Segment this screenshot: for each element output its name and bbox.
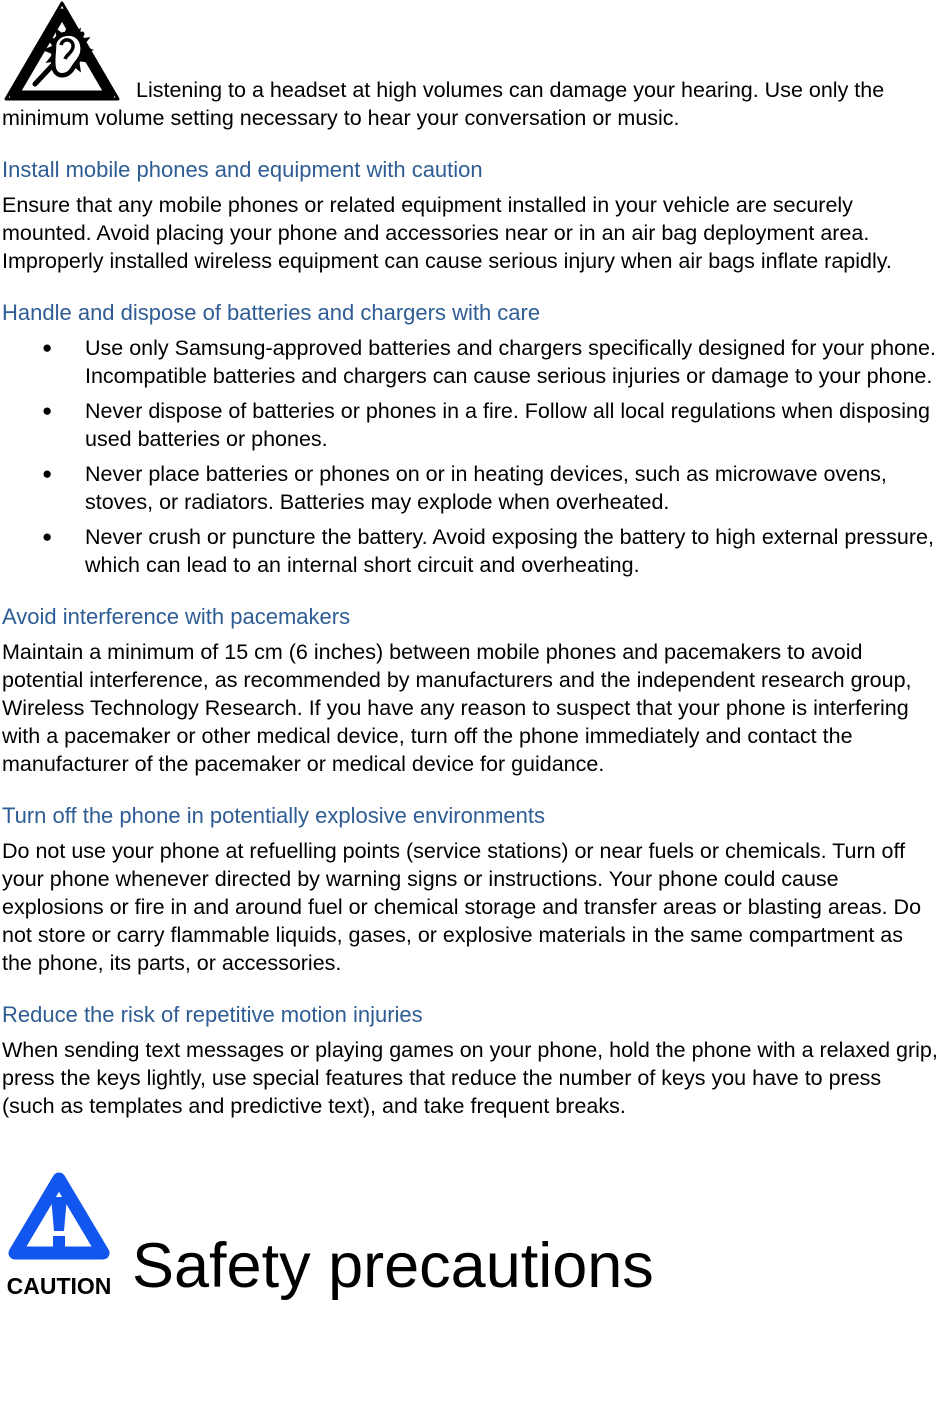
- section-heading-batteries: Handle and dispose of batteries and chargers with care: [2, 300, 541, 325]
- list-item: [2, 460, 938, 516]
- section-heading-repetitive-motion: Reduce the risk of repetitive motion injuries: [2, 1002, 423, 1027]
- list-item-text: Use only Samsung-approved batteries and chargers specifically designed for your phone. Incompatible batteries and chargers can cause serious injuries or damage to your phone.: [85, 336, 936, 388]
- bullet-icon: ●: [42, 527, 53, 546]
- list-item: [2, 397, 938, 453]
- caution-banner: [2, 1170, 938, 1299]
- list-item-text: Never dispose of batteries or phones in a fire. Follow all local regulations when disposing used batteries or phones.: [85, 399, 930, 451]
- bullet-icon: ●: [42, 401, 53, 420]
- bullet-icon: ●: [42, 464, 53, 483]
- section-heading-install-phones: Install mobile phones and equipment with caution: [2, 157, 483, 182]
- caution-triangle-icon: [4, 1170, 114, 1273]
- list-item-text: Never place batteries or phones on or in heating devices, such as microwave ovens, stoves, or radiators. Batteries may explode when overheated.: [85, 462, 887, 514]
- battery-care-list: [2, 334, 938, 579]
- hearing-damage-warning-icon: [2, 78, 136, 102]
- hearing-warning-paragraph: [2, 0, 938, 132]
- list-item: [2, 334, 938, 390]
- hearing-warning-text: Listening to a headset at high volumes can damage your hearing. Use only the minimum volume setting necessary to hear your conversation or music.: [2, 78, 885, 130]
- list-item: [2, 523, 938, 579]
- bullet-icon: ●: [42, 338, 53, 357]
- section-body-explosive-environments: Do not use your phone at refuelling points (service stations) or near fuels or chemicals. Turn off your phone whenever directed by warning signs or instructions. Your phone could cause explosions or fire in and around fuel or chemical storage and transfer areas or blasting areas. Do not store or carry flammable liquids, gases, or explosive materials in the same compartment as the phone, its parts, or accessories.: [2, 839, 922, 975]
- section-body-install-phones: Ensure that any mobile phones or related equipment installed in your vehicle are securely mounted. Avoid placing your phone and accessories near or in an air bag deployment area. Improperly installed wireless equipment can cause serious injury when air bags inflate rapidly.: [2, 193, 892, 273]
- section-heading-pacemakers: Avoid interference with pacemakers: [2, 604, 351, 629]
- list-item-text: Never crush or puncture the battery. Avoid exposing the battery to high external pressure, which can lead to an internal short circuit and overheating.: [85, 525, 934, 577]
- caution-badge: [2, 1170, 116, 1299]
- section-heading-explosive-environments: Turn off the phone in potentially explosive environments: [2, 803, 545, 828]
- page-title: Safety precautions: [132, 1231, 654, 1301]
- section-body-pacemakers: Maintain a minimum of 15 cm (6 inches) between mobile phones and pacemakers to avoid potential interference, as recommended by manufacturers and the independent research group, Wireless Technology Research. If you have any reason to suspect that your phone is interfering with a pacemaker or other medical device, turn off the phone immediately and contact the manufacturer of the pacemaker or medical device for guidance.: [2, 640, 912, 776]
- caution-label: CAUTION: [6, 1273, 112, 1299]
- section-body-repetitive-motion: When sending text messages or playing games on your phone, hold the phone with a relaxed grip, press the keys lightly, use special features that reduce the number of keys you have to press (such as templates and predictive text), and take frequent breaks.: [2, 1038, 938, 1118]
